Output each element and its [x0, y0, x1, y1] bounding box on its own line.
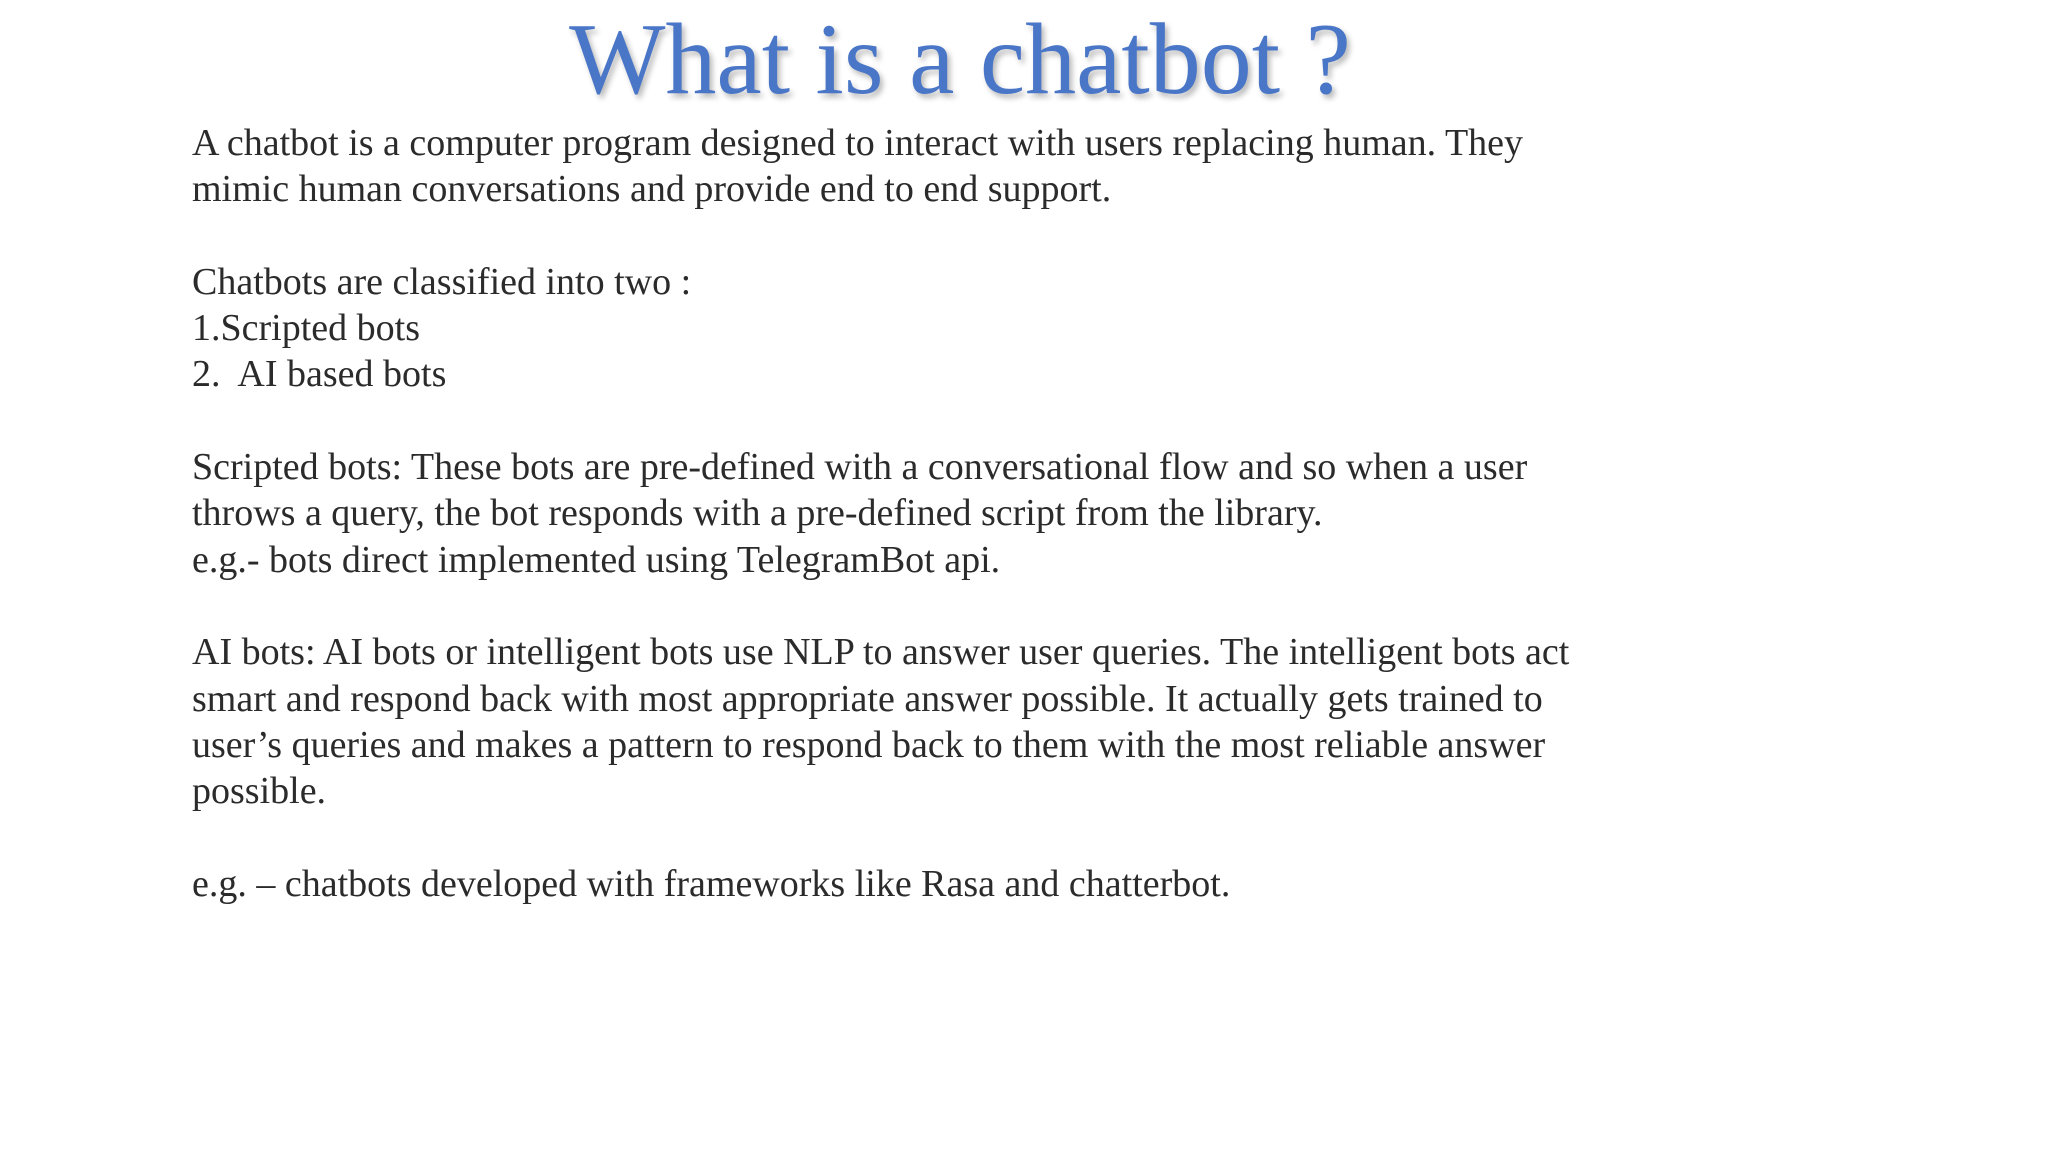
- classification-item-1: 1.Scripted bots: [192, 307, 420, 350]
- spacer: [192, 398, 1712, 444]
- ai-line-2: smart and respond back with most appropriate answer possible. It actually gets trained to: [192, 677, 1543, 720]
- classification-item-2: 2. AI based bots: [192, 353, 447, 396]
- slide-title: What is a chatbot ?: [569, 3, 1351, 116]
- scripted-example: e.g.- bots direct implemented using TelegramBot api.: [192, 538, 1001, 581]
- intro-line-2: mimic human conversations and provide end to end support.: [192, 168, 1112, 211]
- ai-line-3: user’s queries and makes a pattern to respond back to them with the most reliable answer: [192, 723, 1546, 766]
- ai-line-4: possible.: [192, 770, 327, 813]
- spacer: [192, 583, 1712, 629]
- classification-heading: Chatbots are classified into two :: [192, 260, 692, 303]
- slide-body: [192, 120, 1712, 907]
- scripted-line-1: Scripted bots: These bots are pre-defined with a conversational flow and so when a user: [192, 446, 1528, 489]
- spacer: [192, 213, 1712, 259]
- spacer: [192, 814, 1712, 860]
- intro-line-1: A chatbot is a computer program designed to interact with users replacing human. They: [192, 122, 1524, 164]
- ai-example: e.g. – chatbots developed with frameworks like Rasa and chatterbot.: [192, 862, 1231, 905]
- ai-line-1: AI bots: AI bots or intelligent bots use NLP to answer user queries. The intelligent bots act: [192, 631, 1570, 674]
- scripted-line-2: throws a query, the bot responds with a pre-defined script from the library.: [192, 492, 1323, 535]
